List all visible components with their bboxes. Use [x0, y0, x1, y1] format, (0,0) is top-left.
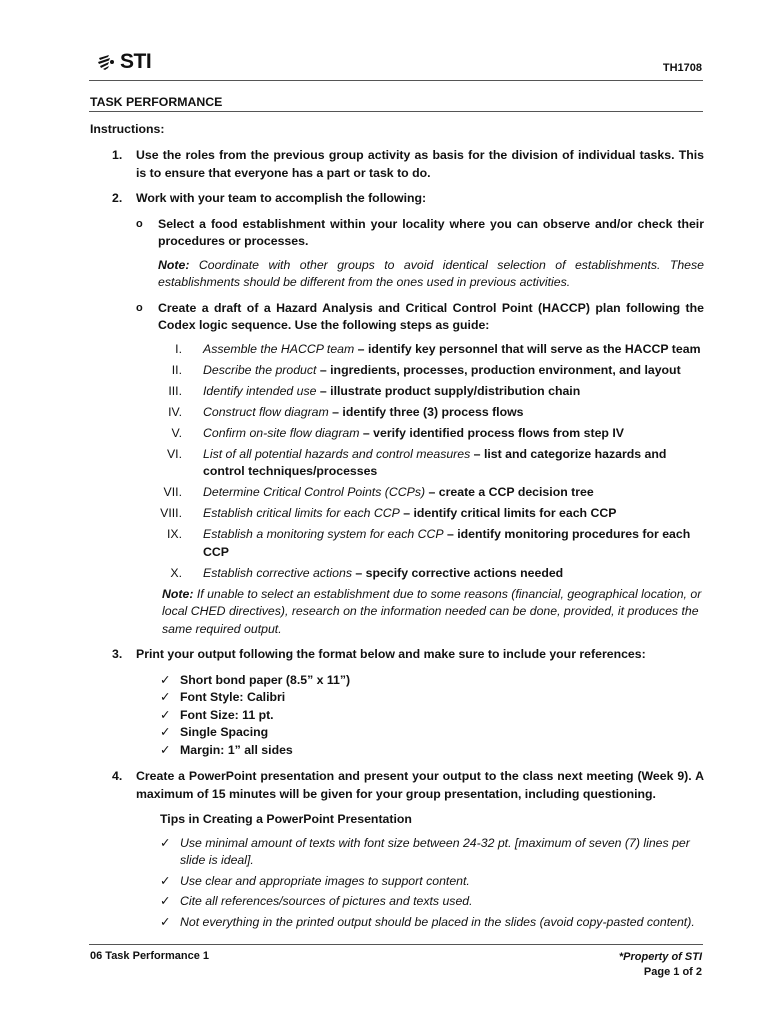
footer-divider [89, 944, 703, 945]
list-item-text: Use the roles from the previous group activity as basis for the division of individual tasks. This is to ensure that everyone has a part or task to do. [136, 148, 704, 180]
sub-item-text: Select a food establishment within your locality where you can observe and/or check their procedures or processes. [158, 216, 704, 248]
haccp-steps-list [90, 341, 704, 583]
step-numeral: IV. [168, 404, 182, 419]
tip-item [90, 893, 704, 911]
note-text: Coordinate with other groups to avoid identical selection of establishments. These establishments should be different from the ones used in previous activities. [158, 257, 704, 289]
step-title: Establish a monitoring system for each CCP [203, 527, 444, 541]
check-icon: ✓ [160, 690, 171, 704]
step-numeral: VI. [166, 446, 182, 461]
haccp-step [90, 526, 704, 561]
check-icon: ✓ [160, 873, 171, 888]
format-item [90, 724, 704, 742]
haccp-step [90, 341, 704, 359]
haccp-step [90, 425, 704, 443]
list-number: 3. [112, 647, 123, 661]
step-title: Determine Critical Control Points (CCPs) [203, 485, 426, 499]
check-icon: ✓ [160, 835, 171, 850]
tip-text: Use clear and appropriate images to support content. [180, 873, 470, 888]
tips-list [90, 835, 704, 932]
step-title: Establish corrective actions [203, 565, 352, 580]
format-item-text: Font Size: 11 pt. [180, 707, 274, 722]
list-item-2 [90, 190, 704, 208]
haccp-step [90, 404, 704, 422]
document-body [90, 94, 704, 934]
tip-text: Use minimal amount of texts with font size between 24-32 pt. [maximum of seven (7) lines per slide is ideal]. [180, 835, 690, 867]
tip-text: Cite all references/sources of pictures and texts used. [180, 894, 473, 908]
format-item-text: Margin: 1” all sides [180, 742, 293, 757]
step-numeral: I. [175, 341, 182, 356]
format-item-text: Short bond paper (8.5” x 11”) [180, 672, 351, 687]
format-item [90, 689, 704, 707]
format-item [90, 742, 704, 760]
format-item [90, 707, 704, 725]
step-description: – identify monitoring procedures for each CCP [203, 527, 691, 559]
sub-item-select-establishment [90, 216, 704, 251]
footer-right [619, 950, 702, 980]
note-label: Note: [162, 586, 194, 601]
sti-logo [97, 50, 151, 74]
step-title: Assemble the HACCP team [203, 341, 355, 356]
step-title: List of all potential hazards and control measures [203, 446, 471, 461]
step-description: – identify key personnel that will serve as the HACCP team [354, 341, 701, 356]
haccp-step [90, 383, 704, 401]
step-description: – identify three (3) process flows [328, 404, 524, 419]
list-number: 4. [112, 769, 123, 783]
haccp-step [90, 362, 704, 380]
check-icon: ✓ [160, 725, 171, 739]
document-code: TH1708 [662, 62, 702, 74]
step-description: – create a CCP decision tree [425, 485, 594, 499]
note-coordinate [90, 257, 704, 292]
note-unable [90, 586, 704, 639]
check-icon: ✓ [160, 742, 171, 757]
tips-title: Tips in Creating a PowerPoint Presentation [160, 812, 412, 826]
header-divider [89, 80, 703, 81]
note-text: If unable to select an establishment due to some reasons (financial, geographical location, or local CHED directives), research on the information needed can be done, provided, it produces the same required output. [162, 586, 702, 636]
footer-page-number: Page 1 of 2 [643, 966, 702, 978]
tip-item [90, 873, 704, 891]
step-description: – list and categorize hazards and control techniques/processes [203, 446, 667, 478]
note-label: Note: [158, 257, 190, 272]
page-title: TASK PERFORMANCE [90, 95, 223, 109]
sti-globe-icon [97, 52, 119, 72]
tip-item [90, 835, 704, 870]
haccp-step [90, 446, 704, 481]
step-numeral: IX. [166, 527, 182, 541]
haccp-step [90, 505, 704, 523]
step-description: – verify identified process flows from step IV [359, 425, 624, 440]
instructions-label: Instructions: [90, 121, 165, 136]
check-icon: ✓ [160, 914, 171, 929]
step-description: – illustrate product supply/distribution chain [316, 383, 581, 398]
check-icon: ✓ [160, 894, 171, 908]
step-numeral: V. [171, 425, 182, 440]
list-item-text: Work with your team to accomplish the following: [136, 191, 427, 205]
footer-document-name: 06 Task Performance 1 [90, 950, 210, 962]
step-description: – identify critical limits for each CCP [399, 506, 617, 520]
format-item-text: Single Spacing [180, 725, 269, 739]
check-icon: ✓ [160, 707, 171, 722]
list-item-3 [90, 646, 704, 664]
step-title: Identify intended use [203, 383, 317, 398]
haccp-step [90, 565, 704, 583]
step-numeral: X. [170, 565, 182, 580]
step-title: Construct flow diagram [203, 404, 329, 419]
tip-text: Not everything in the printed output should be placed in the slides (avoid copy-pasted content). [180, 914, 695, 929]
list-item-text: Print your output following the format below and make sure to include your references: [136, 647, 646, 661]
step-description: – specify corrective actions needed [352, 565, 564, 580]
bullet-icon: o [136, 301, 143, 314]
step-title: Establish critical limits for each CCP [203, 506, 400, 520]
logo-text: STI [120, 50, 152, 73]
list-item-text-c: will be given for your group presentation, including questioning. [276, 786, 656, 801]
list-item-4 [90, 768, 704, 803]
tip-item [90, 914, 704, 932]
format-item-text: Font Style: Calibri [180, 690, 286, 704]
sub-item-text: Create a draft of a Hazard Analysis and Critical Control Point (HACCP) plan following the Codex logic sequence. Use the following steps as guide: [158, 300, 704, 332]
footer-property: *Property of STI [618, 951, 702, 963]
step-numeral: II. [171, 362, 182, 377]
list-item-1 [90, 147, 704, 182]
list-number: 2. [112, 191, 123, 205]
step-numeral: VIII. [160, 506, 182, 520]
list-item-text-b: 15 minutes [211, 786, 277, 801]
bullet-icon: o [136, 217, 143, 230]
step-description: – ingredients, processes, production environment, and layout [316, 362, 681, 377]
format-list [90, 672, 704, 760]
title-divider [89, 111, 703, 112]
format-item [90, 672, 704, 690]
step-title: Describe the product [203, 362, 317, 377]
step-numeral: VII. [163, 485, 182, 499]
haccp-step [90, 484, 704, 502]
step-title: Confirm on-site flow diagram [203, 425, 360, 440]
step-numeral: III. [168, 383, 182, 398]
list-item-text-a: Create a PowerPoint presentation and present your output to the class next meeting (Week 9). A maximum of [136, 769, 704, 801]
check-icon: ✓ [160, 672, 171, 687]
sub-item-haccp-draft [90, 300, 704, 335]
list-number: 1. [112, 148, 123, 162]
